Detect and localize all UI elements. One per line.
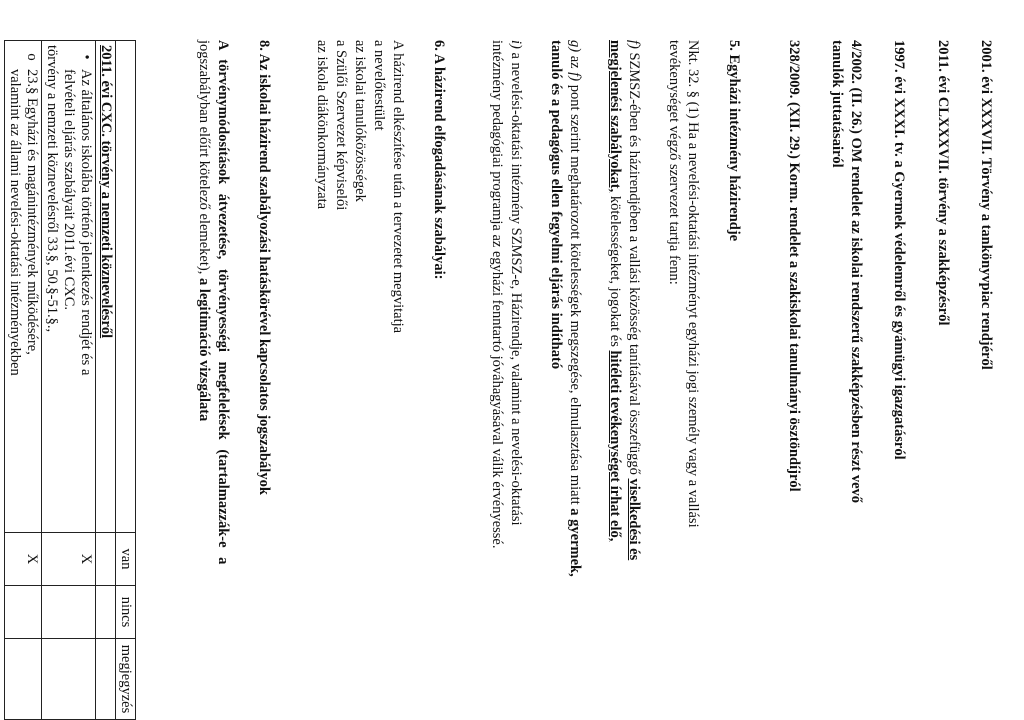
bullet-line xyxy=(77,45,94,528)
section-5-para-line2: tevékenységet végző szervezet tartja fenn: xyxy=(666,40,682,285)
point-i-marker: i) xyxy=(508,40,524,49)
row-text: valamint az állami nevelési-oktatási intézményekben xyxy=(7,69,23,376)
law-tankonyvpiac: 2001. évi XXXVII. Törvény a tankönyvpiac rendjéről xyxy=(978,40,994,370)
table-cell xyxy=(42,639,96,720)
point-g-text1: az xyxy=(567,52,583,73)
section-6-heading: 6. A házirend elfogadásának szabályai: xyxy=(431,40,447,280)
point-f-bold2: megjelenési szabályokat, xyxy=(607,40,623,193)
section-6-item: az iskola diákönkormányzata xyxy=(314,40,330,210)
point-i-text1: a nevelési-oktatási intézmény SZMSZ-e, Házirendje, valamint a nevelési-oktatási xyxy=(508,48,524,526)
section-8-para-plain: jogszabályban előírt kötelező elemeket), xyxy=(196,40,212,278)
point-f-bold1: viselkedési és xyxy=(626,478,642,561)
point-g-text2: pont szerint meghatározott kötelességek megszegése, elmulasztása miatt xyxy=(567,81,583,509)
table-cell xyxy=(5,586,42,639)
van-mark: X xyxy=(42,533,96,586)
section-6-item: a Szülői Szervezet képviselői xyxy=(333,40,349,211)
law-om-rendelet-line2: tanulók juttatásairól xyxy=(829,40,845,168)
section-5-point-f-line1 xyxy=(625,40,642,560)
point-g-ref: f) xyxy=(567,72,583,82)
table-cell xyxy=(5,639,42,720)
table-cell xyxy=(5,41,42,533)
section-5-para-line1: Nkt. 32. § (1) Ha a nevelési-oktatási intézményt egyházi jogi személy vagy a vallási xyxy=(685,40,701,528)
bullet-line xyxy=(23,45,40,528)
law-korm-rendelet: 328/2009. (XII. 29.) Korm. rendelet a szakiskolai tanulmányi ösztöndíjról xyxy=(786,40,802,492)
section-8-para-bold: a legitimáció vizsgálata xyxy=(196,277,212,422)
bullet-icon: • xyxy=(78,54,94,60)
row-text: Az általános iskolába történő jelentkezés rendjét és a xyxy=(78,69,94,376)
table-cell xyxy=(96,639,116,720)
section-5-point-i-line2: intézmény pedagógiai programja az egyházi fenntartó jóváhagyásával válik érvényessé. xyxy=(489,40,505,549)
van-mark: X xyxy=(5,533,42,586)
row-text: törvény a nemzeti köznevelésről 33.§, 50.§-51.§., xyxy=(44,45,60,333)
point-f-text1: SZMSZ-ében és házirendjében a vallási közösség tanításával összefüggő xyxy=(626,48,642,479)
table-row xyxy=(5,41,42,720)
row-text: 23.§ Egyházi és magánintézmények működésére, xyxy=(24,69,40,355)
table-row xyxy=(96,41,116,720)
section-8-heading: 8. Az iskolai házirend szabályozási hatáskörével kapcsolatos jogszabályok xyxy=(256,40,272,495)
law-szakkepzes: 2011. évi CLXXXVII. törvény a szakképzésről xyxy=(935,40,951,326)
point-f-bold3: hitéleti tevékenységet írhat elő, xyxy=(607,350,623,542)
table-cell xyxy=(96,586,116,639)
section-5-point-i-line1 xyxy=(507,40,524,526)
point-f-marker: f) xyxy=(626,40,642,49)
section-5-point-g-line2: tanuló és a pedagógus ellen fegyelmi eljárás indítható xyxy=(548,40,564,370)
law-title-cell: 2011. évi CXC. törvény a nemzeti köznevelésről xyxy=(98,45,114,339)
section-8-para-line2 xyxy=(195,40,212,421)
section-8-para-line1: A törvénymódosítások átvezetése, törvényességi megfelelések (tartalmazzák-e a xyxy=(215,40,231,565)
point-g-bold1: a gyermek, xyxy=(567,508,583,577)
section-6-item: a nevelőtestület xyxy=(371,40,387,131)
point-f-text2: kötelességeket, jogokat és xyxy=(607,192,623,351)
section-6-item: az iskolai tanulóközösségek xyxy=(352,40,368,202)
regulations-table xyxy=(4,40,136,720)
row-text: felvételi eljárás szabályait 2011.évi CXC. xyxy=(61,69,77,311)
section-5-heading: 5. Egyházi intézmény házirendje xyxy=(726,40,742,242)
table-header-van: van xyxy=(116,533,136,586)
table-row xyxy=(42,41,96,720)
law-om-rendelet-line1: 4/2002. (II. 26.) OM rendelet az iskolai rendszerű szakképzésben részt vevő xyxy=(848,40,864,504)
law-gyermekvedelem: 1997. évi XXXI. tv. a Gyermek védelemről és gyámügyi igazgatásról xyxy=(891,40,907,460)
section-5-point-f-line2 xyxy=(606,40,623,541)
table-cell xyxy=(42,41,96,533)
circle-bullet-icon: o xyxy=(24,53,40,61)
table-header-megjegyzes: megjegyzés xyxy=(116,639,136,720)
table-header-cell xyxy=(116,41,136,533)
table-cell xyxy=(96,533,116,586)
section-5-point-g-line1 xyxy=(566,40,583,577)
point-g-marker: g) xyxy=(567,40,583,53)
table-header-row xyxy=(116,41,136,720)
section-6-intro: A házirend elkészítése után a tervezetet megvitatja xyxy=(390,40,406,334)
table-header-nincs: nincs xyxy=(116,586,136,639)
table-cell xyxy=(96,41,116,533)
table-cell xyxy=(42,586,96,639)
